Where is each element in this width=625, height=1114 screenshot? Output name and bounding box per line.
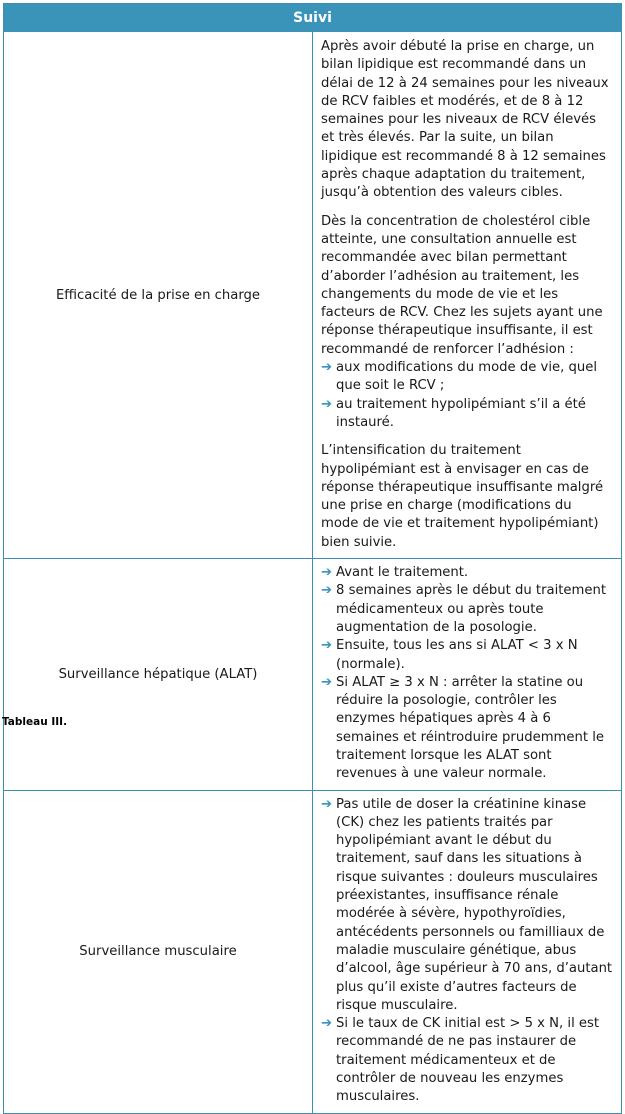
row-content-muscular <box>313 790 622 1113</box>
table-row-muscular <box>4 790 622 1113</box>
arrow-right-icon: ➔ <box>321 565 333 581</box>
arrow-right-icon: ➔ <box>321 674 333 690</box>
arrow-right-icon: ➔ <box>321 638 333 654</box>
list-item-text: Ensuite, tous les ans si ALAT < 3 x N (normale). <box>336 638 578 672</box>
list-item <box>321 674 613 784</box>
arrow-right-icon: ➔ <box>321 396 333 412</box>
row-label-efficacy: Efficacité de la prise en charge <box>4 32 313 559</box>
table-row-efficacy <box>4 32 622 559</box>
table-row-hepatic <box>4 559 622 791</box>
arrow-right-icon: ➔ <box>321 360 333 376</box>
efficacy-paragraph-2-text: Dès la concentration de cholestérol cible atteinte, une consultation annuelle est recommandée avec bilan permettant d’aborder l’adhésion au traitement, les changements du mode de vie et les facteurs de RCV. Chez les sujets ayant une réponse thérapeutique insuffisante, il est recommandé de renforcer l’adhésion : <box>321 213 603 357</box>
list-item-text: Si ALAT ≥ 3 x N : arrêter la statine ou réduire la posologie, contrôler les enzymes hépatiques après 4 à 6 semaines et réintroduire prudemment le traitement lorsque les ALAT sont revenues à une valeur normale. <box>336 674 604 782</box>
list-item-text: Pas utile de doser la créatinine kinase (CK) chez les patients traités par hypolipémiant avant le début du traitement, sauf dans les situations à risque suivantes : douleurs musculaires préexistantes, insuffisance rénale modérée à sévère, hypothyroïdies, antécédents personnels ou familliaux de maladie musculaire génétique, abus d’alcool, âge supérieur à 70 ans, d’autant plus qu’il existe d’autres facteurs de risque musculaire. <box>336 796 613 1013</box>
list-item <box>321 1015 613 1106</box>
table-caption: Tableau III. <box>2 716 68 728</box>
list-item <box>321 359 613 396</box>
list-item-text: Avant le traitement. <box>336 565 469 581</box>
list-item-text: Si le taux de CK initial est > 5 x N, il est recommandé de ne pas instaurer de traitement médicamenteux et de contrôler de nouveau les enzymes musculaires. <box>336 1016 600 1105</box>
row-label-hepatic: Surveillance hépatique (ALAT) <box>4 559 313 791</box>
row-content-efficacy <box>313 32 622 559</box>
efficacy-closing-paragraph: L’intensification du traitement hypolipémiant est à envisager en cas de réponse thérapeutique insuffisante malgré une prise en charge (modifications du mode de vie et traitement hypolipémiant) bien suivie. <box>321 443 604 550</box>
arrow-right-icon: ➔ <box>321 796 333 812</box>
list-item-text: 8 semaines après le début du traitement médicamenteux ou après toute augmentation de la posologie. <box>336 583 607 635</box>
follow-up-table <box>3 3 622 1114</box>
table-header-title: Suivi <box>4 4 622 32</box>
row-content-hepatic <box>313 559 622 791</box>
hepatic-bullet-list <box>321 564 613 784</box>
list-item <box>321 396 613 433</box>
list-item <box>321 637 613 674</box>
list-item <box>321 796 613 1016</box>
efficacy-paragraph-1: Après avoir débuté la prise en charge, un bilan lipidique est recommandé dans un délai de 12 à 24 semaines pour les niveaux de RCV faibles et modérés, et de 8 à 12 semaines pour les niveaux de RCV élevés et très élevés. Par la suite, un bilan lipidique est recommandé 8 à 12 semaines après chaque adaptation du traitement, jusqu’à obtention des valeurs cibles. <box>321 39 609 201</box>
efficacy-paragraph-2 <box>321 213 613 359</box>
efficacy-bullet-list <box>321 359 613 432</box>
arrow-right-icon: ➔ <box>321 1016 333 1032</box>
arrow-right-icon: ➔ <box>321 583 333 599</box>
row-label-muscular: Surveillance musculaire <box>4 790 313 1113</box>
list-item-text: au traitement hypolipémiant s’il a été instauré. <box>336 396 586 430</box>
muscular-bullet-list <box>321 796 613 1107</box>
list-item <box>321 582 613 637</box>
list-item-text: aux modifications du mode de vie, quel que soit le RCV ; <box>336 360 598 394</box>
list-item <box>321 564 613 582</box>
